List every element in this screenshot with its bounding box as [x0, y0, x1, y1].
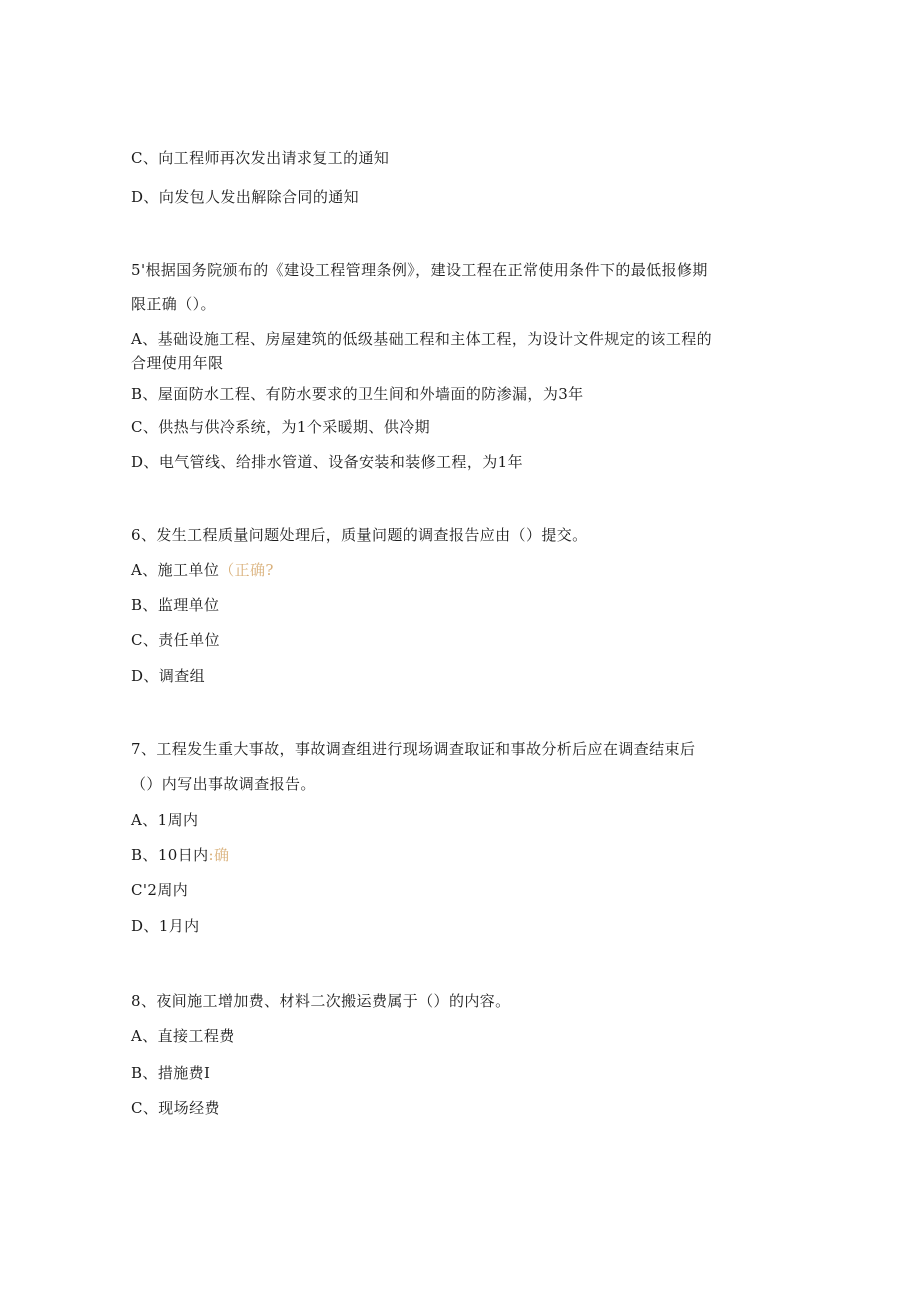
question-7: 7、工程发生重大事故，事故调查组进行现场调查取证和事故分析后应在调查结束后: [131, 740, 696, 758]
handwritten-note: （正确?: [219, 561, 274, 579]
option-c-q6: C、责任单位: [131, 631, 220, 649]
option-c-q8: C、现场经费: [131, 1099, 220, 1117]
question-7-continued: （）内写出事故调查报告。: [131, 775, 316, 793]
option-d-q4: D、向发包人发出解除合同的通知: [131, 188, 360, 206]
option-c-q7: C'2周内: [131, 881, 189, 899]
option-a-q6: A、施工单位（正确?: [131, 561, 274, 579]
question-5-continued: 限正确（）。: [131, 295, 216, 313]
option-a-q5: A、基础设施工程、房屋建筑的低级基础工程和主体工程，为设计文件规定的该工程的: [131, 330, 713, 348]
option-b-q6: B、监理单位: [131, 596, 220, 614]
question-5: 5'根据国务院颁布的《建设工程管理条例》，建设工程在正常使用条件下的最低报修期: [131, 261, 708, 279]
option-c-q4: C、向工程师再次发出请求复工的通知: [131, 149, 390, 167]
option-c-q5: C、供热与供冷系统，为1个采暖期、供冷期: [131, 418, 431, 436]
option-d-q6: D、调查组: [131, 667, 206, 685]
option-a-q5-continued: 合理使用年限: [131, 354, 224, 372]
option-b-q8: B、措施费I: [131, 1064, 211, 1082]
question-6: 6、发生工程质量问题处理后，质量问题的调查报告应由（）提交。: [131, 526, 588, 544]
option-b-q5: B、屋面防水工程、有防水要求的卫生间和外墙面的防渗漏，为3年: [131, 385, 584, 403]
question-8: 8、夜间施工增加费、材料二次搬运费属于（）的内容。: [131, 992, 511, 1010]
handwritten-note: :确: [208, 846, 230, 864]
option-d-q7: D、1月内: [131, 917, 200, 935]
option-d-q5: D、电气管线、给排水管道、设备安装和装修工程，为1年: [131, 453, 523, 471]
option-a-q7: A、1周内: [131, 811, 199, 829]
option-a-q8: A、直接工程费: [131, 1027, 235, 1045]
option-b-q7: B、10日内:确: [131, 846, 230, 864]
